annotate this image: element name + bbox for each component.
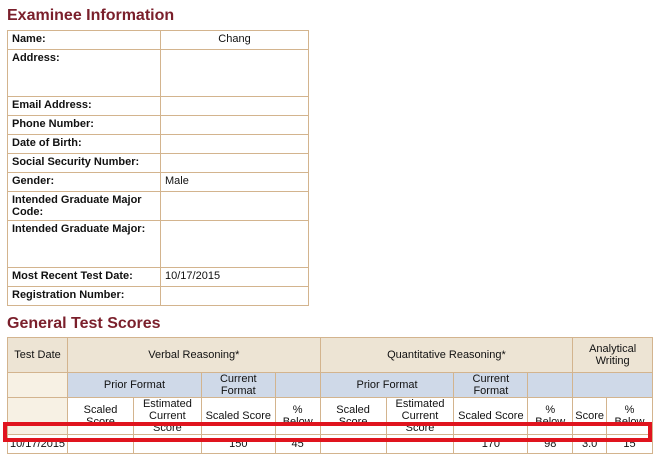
examinee-info-title: Examinee Information [7,7,175,24]
gender-label: Gender: [8,173,161,192]
table-row [8,50,309,97]
name-label: Name: [8,31,161,50]
quant-current-scaled-header: Scaled Score [454,398,528,435]
email-value [161,97,309,116]
empty-cell [528,373,573,398]
header-row [8,338,653,373]
verbal-current-format-header: Current Format [201,373,275,398]
major-code-label: Intended Graduate Major Code: [8,192,161,221]
general-test-scores-title: General Test Scores [7,315,161,332]
table-row [8,173,309,192]
writing-score-cell: 3.0 [573,435,607,454]
quant-current-scaled-cell: 170 [454,435,528,454]
quant-pct-below-header: % Below [528,398,573,435]
verbal-pct-below-header: % Below [275,398,320,435]
table-row [8,287,309,306]
phone-value [161,116,309,135]
table-row [8,116,309,135]
name-value: Chang [161,31,309,50]
general-test-scores-table [7,337,653,454]
quant-estimated-score-header: Estimated Current Score [386,398,454,435]
recent-test-date-label: Most Recent Test Date: [8,268,161,287]
gender-value: Male [161,173,309,192]
quant-prior-estimated-cell [386,435,454,454]
quant-current-format-header: Current Format [454,373,528,398]
address-label: Address: [8,50,161,97]
test-date-header: Test Date [8,338,68,373]
table-row [8,192,309,221]
table-row [8,31,309,50]
test-date-cell: 10/17/2015 [8,435,68,454]
recent-test-date-value: 10/17/2015 [161,268,309,287]
verbal-current-scaled-header: Scaled Score [201,398,275,435]
table-row [8,135,309,154]
examinee-info-table [7,30,309,306]
empty-cell [275,373,320,398]
ssn-value [161,154,309,173]
major-label: Intended Graduate Major: [8,221,161,268]
quant-scaled-score-header: Scaled Score [320,398,386,435]
empty-cell [8,373,68,398]
table-row [8,154,309,173]
quant-pct-below-cell: 98 [528,435,573,454]
table-row [8,268,309,287]
empty-cell [8,398,68,435]
address-value [161,50,309,97]
major-code-value [161,192,309,221]
writing-header: Analytical Writing [573,338,653,373]
subheader-row [8,373,653,398]
registration-value [161,287,309,306]
quant-prior-format-header: Prior Format [320,373,454,398]
table-row [8,221,309,268]
verbal-prior-format-header: Prior Format [68,373,202,398]
phone-label: Phone Number: [8,116,161,135]
verbal-scaled-score-header: Scaled Score [68,398,134,435]
verbal-current-scaled-cell: 150 [201,435,275,454]
verbal-prior-scaled-cell [68,435,134,454]
quant-prior-scaled-cell [320,435,386,454]
empty-cell [573,373,653,398]
table-row [8,97,309,116]
major-value [161,221,309,268]
dob-value [161,135,309,154]
ssn-label: Social Security Number: [8,154,161,173]
writing-score-header: Score [573,398,607,435]
registration-label: Registration Number: [8,287,161,306]
quant-header: Quantitative Reasoning* [320,338,573,373]
verbal-pct-below-cell: 45 [275,435,320,454]
verbal-estimated-score-header: Estimated Current Score [133,398,201,435]
verbal-prior-estimated-cell [133,435,201,454]
verbal-header: Verbal Reasoning* [68,338,321,373]
writing-pct-below-header: % Below [607,398,653,435]
writing-pct-below-cell: 15 [607,435,653,454]
dob-label: Date of Birth: [8,135,161,154]
column-header-row [8,398,653,435]
table-row [8,435,653,454]
email-label: Email Address: [8,97,161,116]
